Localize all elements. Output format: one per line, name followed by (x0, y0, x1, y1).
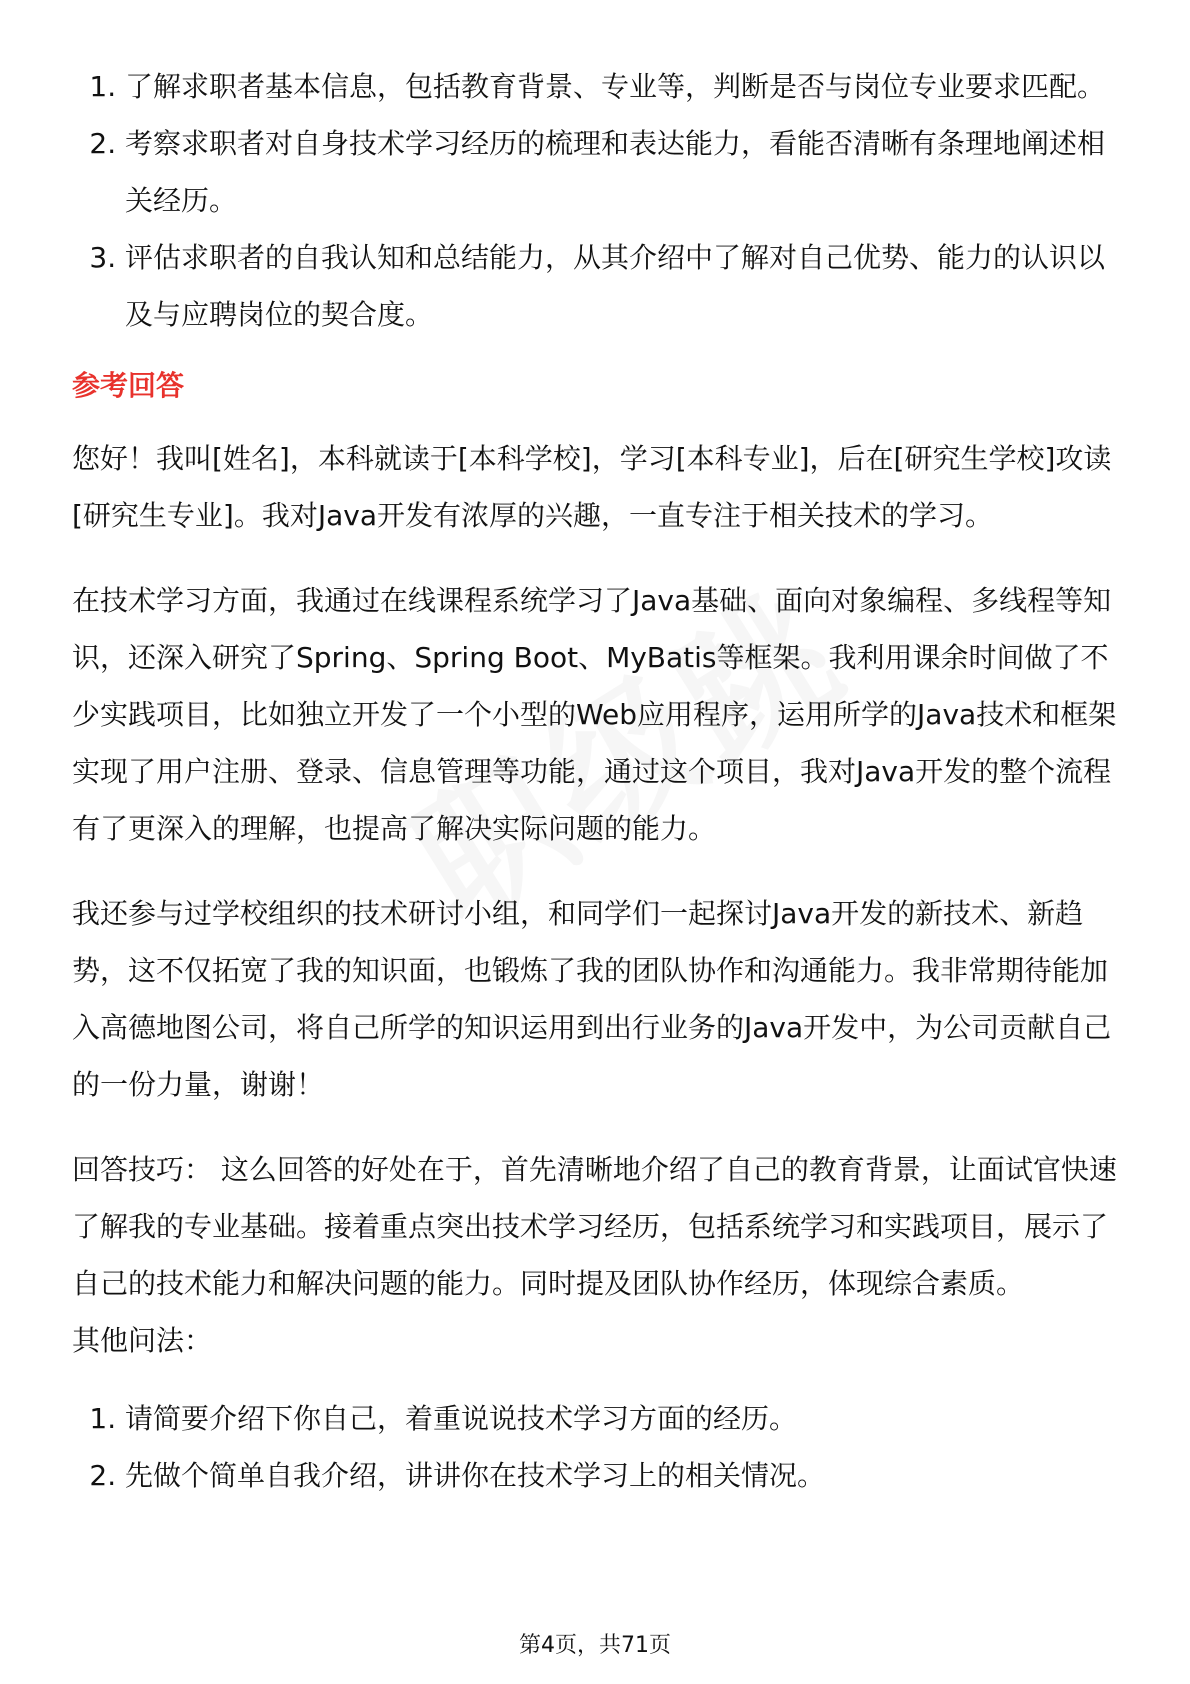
other-questions-label: 其他问法： (72, 1324, 213, 1357)
page-footer: 第4页，共71页 (519, 1633, 671, 1658)
other-question-item-1: 1. 请简要介绍下你自己，着重说说技术学习方面的经历。 (125, 1390, 1122, 1447)
other-question-item-2: 2. 先做个简单自我介绍，讲讲你在技术学习上的相关情况。 (125, 1447, 1122, 1504)
purpose-item-2: 2. 考察求职者对自身技术学习经历的梳理和表达能力，看能否清晰有条理地阐述相关经历。 (125, 115, 1122, 229)
page-content (72, 58, 1122, 1504)
purpose-item-3: 3. 评估求职者的自我认知和总结能力，从其介绍中了解对自己优势、能力的认识以及与应聘岗位的契合度。 (125, 229, 1122, 343)
answer-paragraph-1: 您好！我叫[姓名]，本科就读于[本科学校]，学习[本科专业]，后在[研究生学校]攻读[研究生专业]。我对Java开发有浓厚的兴趣，一直专注于相关技术的学习。 (72, 442, 1112, 532)
other-questions-list (72, 1390, 1122, 1504)
purpose-item-1: 1. 了解求职者基本信息，包括教育背景、专业等，判断是否与岗位专业要求匹配。 (125, 58, 1122, 115)
purpose-list (72, 58, 1122, 343)
answer-paragraph-2: 在技术学习方面，我通过在线课程系统学习了Java基础、面向对象编程、多线程等知识，还深入研究了Spring、Spring Boot、MyBatis等框架。我利用课余时间做了不少实践项目，比如独立开发了一个小型的Web应用程序，运用所学的Java技术和框架实现了用户注册、登录、信息管理等功能，通过这个项目，我对Java开发的整个流程有了更深入的理解，也提高了解决实际问题的能力。 (72, 584, 1117, 845)
reference-answer-heading: 参考回答 (72, 369, 185, 402)
answer-tips: 回答技巧： 这么回答的好处在于，首先清晰地介绍了自己的教育背景，让面试官快速了解我的专业基础。接着重点突出技术学习经历，包括系统学习和实践项目，展示了自己的技术能力和解决问题的能力。同时提及团队协作经历，体现综合素质。 (72, 1153, 1117, 1300)
answer-paragraph-3: 我还参与过学校组织的技术研讨小组，和同学们一起探讨Java开发的新技术、新趋势，这不仅拓宽了我的知识面，也锻炼了我的团队协作和沟通能力。我非常期待能加入高德地图公司，将自己所学的知识运用到出行业务的Java开发中，为公司贡献自己的一份力量，谢谢！ (72, 897, 1112, 1101)
